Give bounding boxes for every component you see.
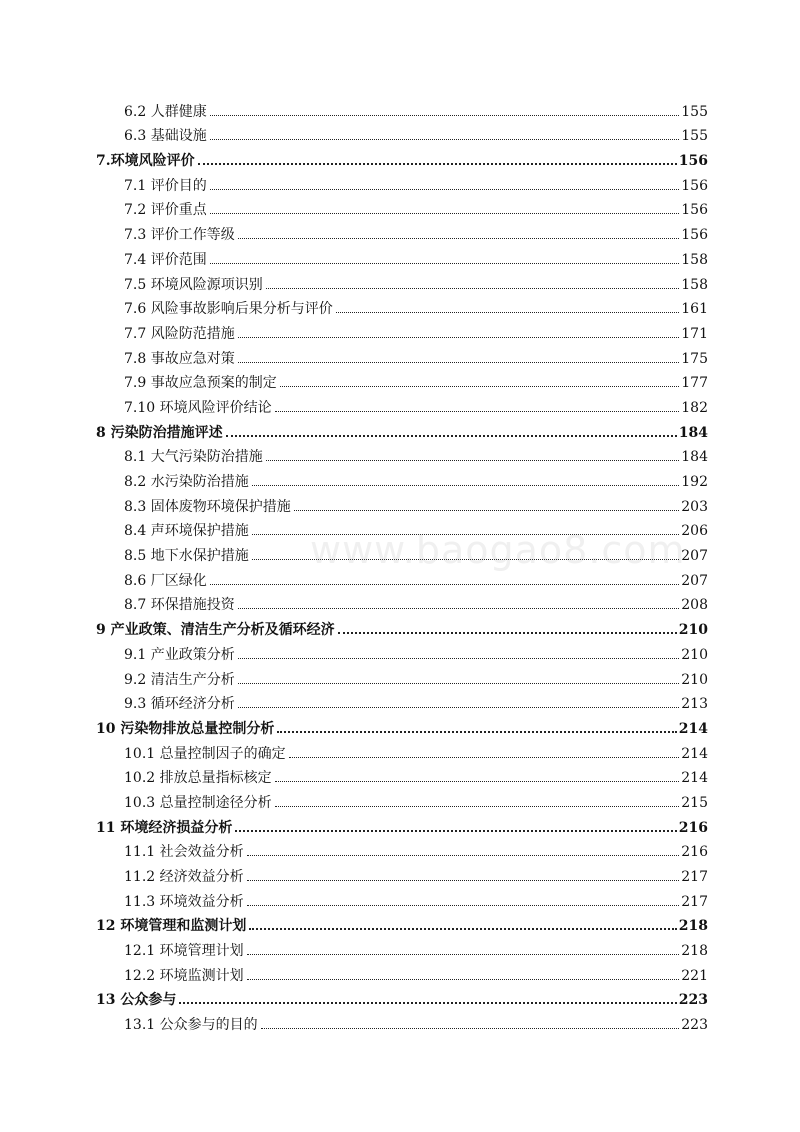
toc-page-number: 156 xyxy=(678,153,708,170)
toc-dot-leader xyxy=(238,337,680,338)
toc-section-row[interactable] xyxy=(96,738,708,763)
toc-entry-title: 8.2 水污染防治措施 xyxy=(124,474,249,490)
toc-page-number: 217 xyxy=(681,869,708,885)
toc-dot-leader xyxy=(275,781,680,782)
toc-section-row[interactable] xyxy=(96,343,708,368)
toc-entry-title: 8.6 厂区绿化 xyxy=(124,572,207,589)
toc-entry-title: 11.3 环境效益分析 xyxy=(124,893,244,910)
toc-dot-leader xyxy=(210,263,680,264)
toc-entry-title: 10.3 总量控制途径分析 xyxy=(124,794,272,811)
toc-entry-title: 13 公众参与 xyxy=(96,992,177,1009)
toc-page-number: 210 xyxy=(681,671,708,688)
toc-page-number: 223 xyxy=(678,992,708,1009)
toc-page-number: 217 xyxy=(681,893,708,910)
toc-page-number: 192 xyxy=(681,474,708,490)
toc-entry-title: 7.7 风险防范措施 xyxy=(124,325,235,342)
toc-section-row[interactable] xyxy=(96,269,708,294)
toc-dot-leader xyxy=(235,830,676,832)
toc-dot-leader xyxy=(252,485,680,486)
toc-entry-title: 8.5 地下水保护措施 xyxy=(124,548,249,565)
toc-section-row[interactable] xyxy=(96,1009,708,1034)
table-of-contents xyxy=(96,96,708,1034)
toc-entry-title: 7.2 评价重点 xyxy=(124,202,207,219)
toc-page-number: 214 xyxy=(681,745,708,762)
toc-dot-leader xyxy=(238,683,680,684)
toc-dot-leader xyxy=(261,1028,680,1029)
toc-entry-title: 7.9 事故应急预案的制定 xyxy=(124,375,277,392)
toc-entry-title: 7.4 评价范围 xyxy=(124,251,207,268)
toc-page-number: 203 xyxy=(681,498,708,515)
toc-entry-title: 7.10 环境风险评价结论 xyxy=(124,399,272,416)
toc-entry-title: 7.3 评价工作等级 xyxy=(124,227,235,244)
toc-dot-leader xyxy=(210,139,680,140)
toc-page-number: 207 xyxy=(681,548,708,565)
toc-dot-leader xyxy=(210,584,680,585)
toc-page-number: 184 xyxy=(681,449,708,466)
toc-page-number: 214 xyxy=(678,720,708,737)
toc-dot-leader xyxy=(226,435,677,437)
toc-dot-leader xyxy=(336,312,680,313)
toc-dot-leader xyxy=(280,386,680,387)
toc-page-number: 171 xyxy=(681,325,708,342)
toc-dot-leader xyxy=(179,1002,676,1004)
toc-entry-title: 6.2 人群健康 xyxy=(124,103,207,120)
toc-page-number: 161 xyxy=(681,301,708,318)
toc-page-number: 156 xyxy=(681,227,708,244)
toc-entry-title: 11 环境经济损益分析 xyxy=(96,819,233,836)
toc-section-row[interactable] xyxy=(96,540,708,565)
toc-entry-title: 8.4 声环境保护措施 xyxy=(124,523,249,540)
toc-page-number: 156 xyxy=(681,202,708,219)
toc-entry-title: 11.1 社会效益分析 xyxy=(124,844,244,861)
toc-section-row[interactable] xyxy=(96,590,708,615)
toc-section-row[interactable] xyxy=(96,219,708,244)
toc-page-number: 206 xyxy=(681,523,708,540)
toc-page-number: 207 xyxy=(681,572,708,589)
toc-section-row[interactable] xyxy=(96,491,708,516)
toc-dot-leader xyxy=(289,757,680,758)
toc-chapter-row[interactable] xyxy=(96,911,708,936)
toc-entry-title: 8 污染防治措施评述 xyxy=(96,424,223,441)
toc-entry-title: 12.2 环境监测计划 xyxy=(124,967,244,984)
toc-section-row[interactable] xyxy=(96,689,708,714)
toc-chapter-row[interactable] xyxy=(96,985,708,1010)
toc-dot-leader xyxy=(210,213,680,214)
toc-section-row[interactable] xyxy=(96,121,708,146)
toc-entry-title: 13.1 公众参与的目的 xyxy=(124,1017,258,1034)
toc-dot-leader xyxy=(238,608,680,609)
toc-section-row[interactable] xyxy=(96,516,708,541)
toc-dot-leader xyxy=(275,411,680,412)
toc-entry-title: 9 产业政策、清洁生产分析及循环经济 xyxy=(96,622,335,639)
toc-page-number: 218 xyxy=(678,918,708,935)
toc-page-number: 182 xyxy=(681,399,708,416)
toc-page-number: 184 xyxy=(678,424,708,441)
toc-section-row[interactable] xyxy=(96,318,708,343)
toc-entry-title: 8.7 环保措施投资 xyxy=(124,597,235,614)
toc-page-number: 223 xyxy=(681,1017,708,1034)
toc-chapter-row[interactable] xyxy=(96,713,708,738)
toc-dot-leader xyxy=(247,880,680,881)
toc-page-number: 208 xyxy=(681,597,708,614)
toc-dot-leader xyxy=(247,979,680,980)
toc-dot-leader xyxy=(338,632,677,634)
toc-dot-leader xyxy=(249,928,676,930)
toc-section-row[interactable] xyxy=(96,195,708,220)
toc-section-row[interactable] xyxy=(96,392,708,417)
toc-dot-leader xyxy=(277,731,676,733)
toc-chapter-row[interactable] xyxy=(96,417,708,442)
toc-entry-title: 7.环境风险评价 xyxy=(96,153,195,170)
toc-section-row[interactable] xyxy=(96,935,708,960)
toc-section-row[interactable] xyxy=(96,861,708,886)
toc-section-row[interactable] xyxy=(96,442,708,467)
toc-section-row[interactable] xyxy=(96,787,708,812)
toc-section-row[interactable] xyxy=(96,170,708,195)
toc-page-number: 156 xyxy=(681,177,708,194)
toc-page-number: 215 xyxy=(681,794,708,811)
toc-page-number: 177 xyxy=(681,375,708,392)
toc-entry-title: 12 环境管理和监测计划 xyxy=(96,918,247,935)
toc-page-number: 221 xyxy=(681,967,708,984)
toc-dot-leader xyxy=(252,559,680,560)
toc-section-row[interactable] xyxy=(96,565,708,590)
toc-page-number: 158 xyxy=(681,251,708,268)
toc-dot-leader xyxy=(294,510,680,511)
toc-dot-leader xyxy=(238,362,680,363)
toc-chapter-row[interactable] xyxy=(96,614,708,639)
toc-entry-title: 8.3 固体废物环境保护措施 xyxy=(124,498,291,515)
toc-section-row[interactable] xyxy=(96,96,708,121)
toc-dot-leader xyxy=(238,658,680,659)
toc-section-row[interactable] xyxy=(96,639,708,664)
toc-entry-title: 7.1 评价目的 xyxy=(124,177,207,194)
toc-section-row[interactable] xyxy=(96,763,708,788)
toc-entry-title: 8.1 大气污染防治措施 xyxy=(124,449,263,466)
toc-entry-title: 7.5 环境风险源项识别 xyxy=(124,276,263,293)
toc-dot-leader xyxy=(266,460,680,461)
toc-page-number: 218 xyxy=(681,943,708,960)
toc-entry-title: 10.2 排放总量指标核定 xyxy=(124,770,272,787)
toc-entry-title: 11.2 经济效益分析 xyxy=(124,869,244,885)
toc-page-number: 216 xyxy=(681,844,708,861)
toc-dot-leader xyxy=(275,806,680,807)
toc-section-row[interactable] xyxy=(96,466,708,491)
toc-section-row[interactable] xyxy=(96,960,708,985)
toc-page-number: 213 xyxy=(681,696,708,713)
toc-dot-leader xyxy=(210,189,680,190)
toc-page-number: 214 xyxy=(681,770,708,787)
toc-chapter-row[interactable] xyxy=(96,145,708,170)
toc-entry-title: 10 污染物排放总量控制分析 xyxy=(96,720,275,737)
toc-section-row[interactable] xyxy=(96,294,708,319)
toc-dot-leader xyxy=(247,855,680,856)
toc-entry-title: 9.2 清洁生产分析 xyxy=(124,671,235,688)
toc-dot-leader xyxy=(210,115,680,116)
toc-page-number: 155 xyxy=(681,128,708,145)
toc-page-number: 210 xyxy=(678,622,708,639)
toc-section-row[interactable] xyxy=(96,244,708,269)
toc-page-number: 155 xyxy=(681,103,708,120)
toc-entry-title: 10.1 总量控制因子的确定 xyxy=(124,745,286,762)
toc-dot-leader xyxy=(266,288,680,289)
toc-chapter-row[interactable] xyxy=(96,812,708,837)
toc-page-number: 216 xyxy=(678,819,708,836)
toc-page-number: 175 xyxy=(681,350,708,367)
toc-section-row[interactable] xyxy=(96,837,708,862)
toc-entry-title: 6.3 基础设施 xyxy=(124,128,207,145)
toc-dot-leader xyxy=(247,905,680,906)
toc-section-row[interactable] xyxy=(96,664,708,689)
toc-entry-title: 7.8 事故应急对策 xyxy=(124,350,235,367)
toc-dot-leader xyxy=(238,238,680,239)
toc-dot-leader xyxy=(247,954,680,955)
toc-section-row[interactable] xyxy=(96,368,708,393)
toc-section-row[interactable] xyxy=(96,886,708,911)
toc-page-number: 210 xyxy=(681,646,708,663)
toc-dot-leader xyxy=(238,707,680,708)
toc-entry-title: 12.1 环境管理计划 xyxy=(124,943,244,960)
toc-dot-leader xyxy=(252,534,680,535)
toc-entry-title: 7.6 风险事故影响后果分析与评价 xyxy=(124,301,333,318)
toc-dot-leader xyxy=(198,163,677,165)
toc-page-number: 158 xyxy=(681,276,708,293)
watermark: www.baogao8.com xyxy=(310,528,686,572)
toc-entry-title: 9.1 产业政策分析 xyxy=(124,646,235,663)
toc-entry-title: 9.3 循环经济分析 xyxy=(124,696,235,713)
